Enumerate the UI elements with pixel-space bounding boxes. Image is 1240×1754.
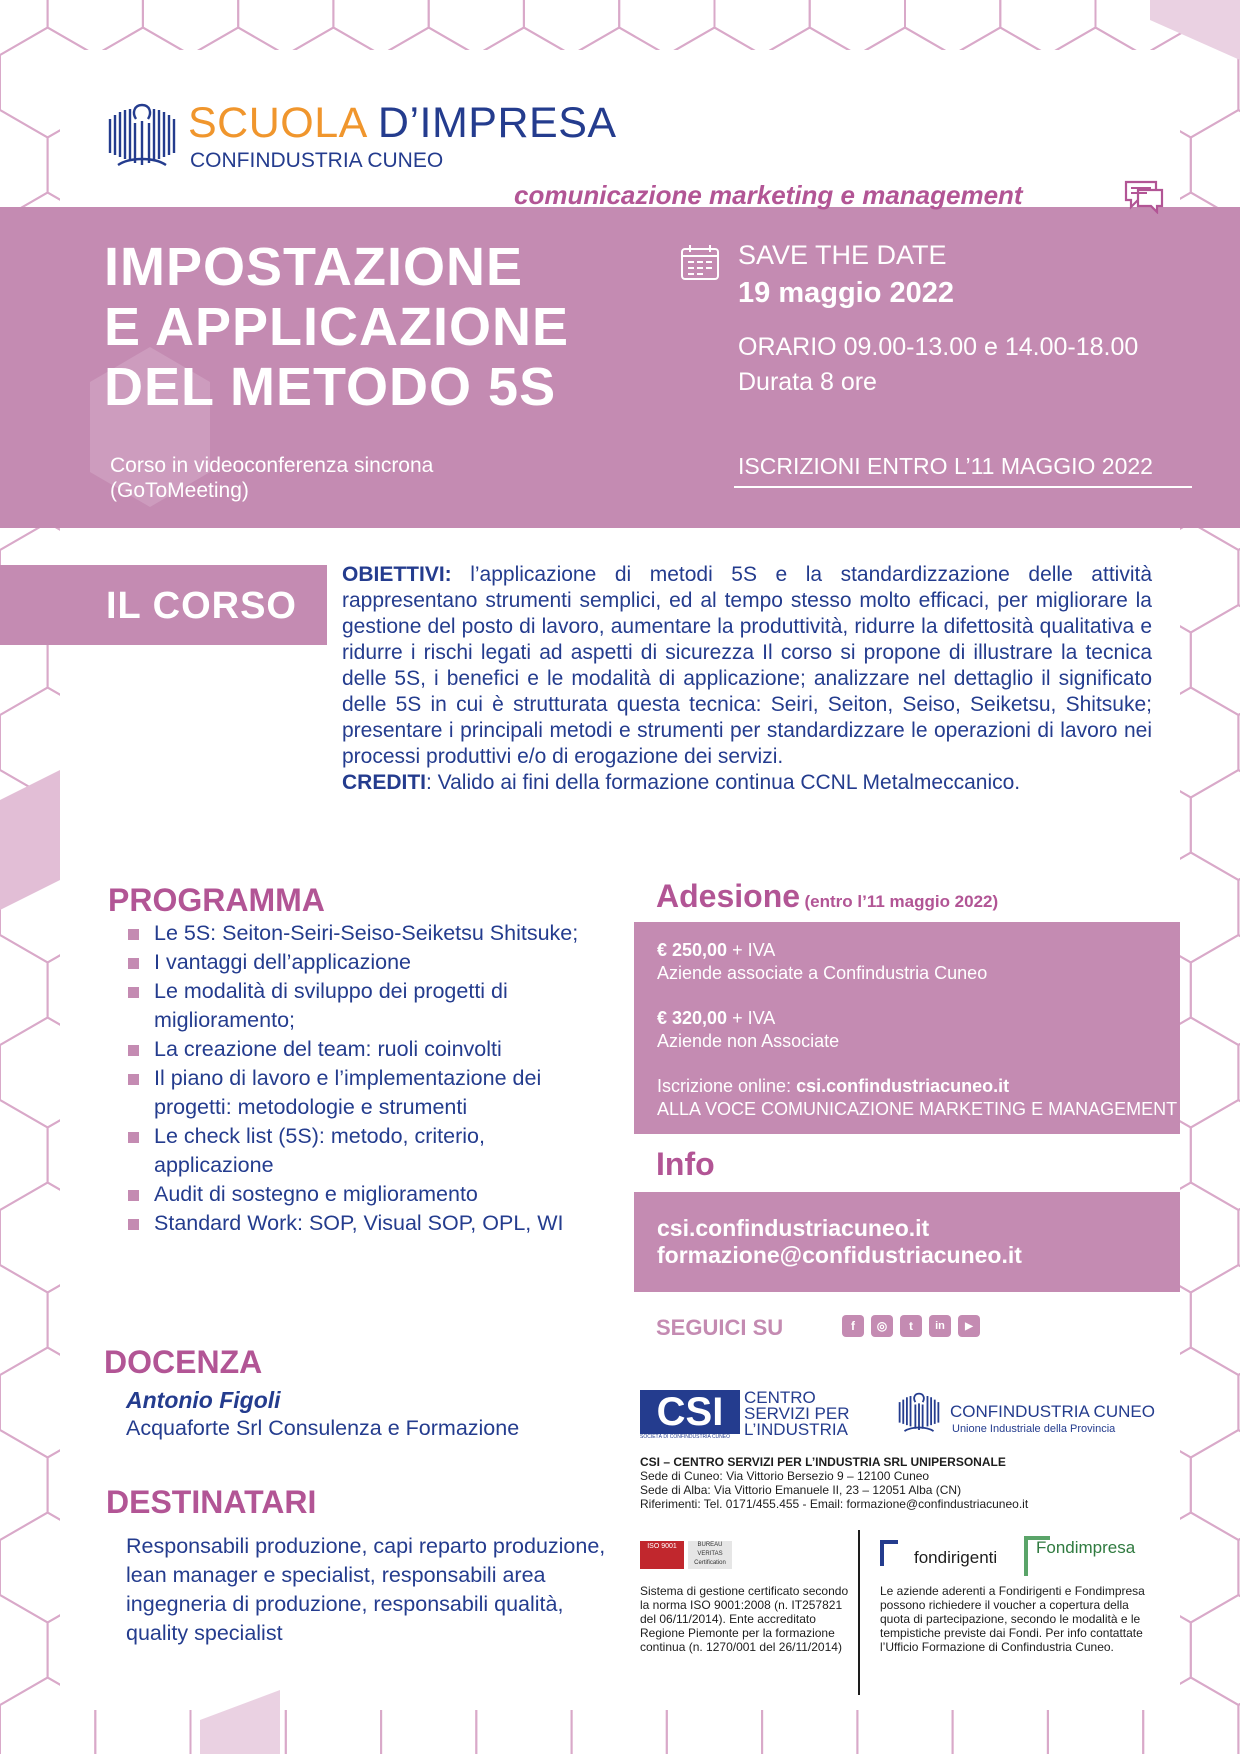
- price-non-associate: € 320,00: [657, 1008, 728, 1028]
- iva-non-associate: + IVA: [727, 1008, 776, 1028]
- destinatari-heading: DESTINATARI: [106, 1484, 317, 1520]
- certification-text: Sistema di gestione certificato secondo la norma ISO 9001:2008 (n. IT257821 del 06/11/2014). Ente accreditato Regione Piemonte per la formazione continua (n. 1270/001 del 26/11/2014): [640, 1584, 849, 1654]
- hexagon-cell: [524, 0, 619, 55]
- docente-name: Antonio Figoli: [126, 1387, 281, 1413]
- info-site-link[interactable]: csi.confindustriacuneo.it: [657, 1215, 930, 1241]
- orario-label: ORARIO: [738, 333, 837, 361]
- hexagon-cell: [1191, 935, 1240, 1045]
- orario-value: 09.00-13.00 e 14.00-18.00: [843, 333, 1139, 361]
- linkedin-icon[interactable]: in: [929, 1315, 951, 1337]
- social-icons: [842, 1315, 987, 1337]
- course-title-line-1: IMPOSTAZIONE: [104, 237, 524, 297]
- hexagon-cell: [0, 1100, 48, 1210]
- il-corso-label: IL CORSO: [106, 585, 297, 627]
- footer-sede-alba: Sede di Alba: Via Vittorio Emanuele II, 23 – 12051 Alba (CN): [640, 1483, 962, 1497]
- course-title-line-3: DEL METODO 5S: [104, 357, 557, 417]
- category-strapline: comunicazione marketing e management: [514, 180, 1023, 210]
- programma-item: Audit di sostegno e miglioramento: [128, 1180, 598, 1209]
- hexagon-cell: [0, 1595, 48, 1705]
- hexagon-cell: [1191, 1595, 1240, 1705]
- csi-logo: [640, 1390, 850, 1440]
- hexagon-cell: [0, 1265, 48, 1375]
- adesione-box: [634, 922, 1180, 1134]
- programma-item: Le check list (5S): metodo, criterio, applicazione: [128, 1122, 598, 1180]
- durata: Durata 8 ore: [738, 368, 877, 396]
- programma-item: Standard Work: SOP, Visual SOP, OPL, WI: [128, 1209, 598, 1238]
- destinatari-text: Responsabili produzione, capi reparto produzione, lean manager e specialist, responsabili area ingegneria di produzione, responsabili qualità, quality specialist: [126, 1534, 606, 1645]
- price-associate: € 250,00: [657, 940, 728, 960]
- hexagon-cell: [715, 0, 810, 55]
- footer-company: CSI – CENTRO SERVIZI PER L’INDUSTRIA SRL UNIPERSONALE: [640, 1455, 1006, 1469]
- adesione-heading: Adesione: [656, 878, 801, 914]
- hexagon-cell: [1000, 0, 1095, 55]
- iscrizioni-underline: [734, 486, 1192, 488]
- programma-item: Le 5S: Seiton-Seiri-Seiso-Seiketsu Shitsuke;: [128, 919, 598, 948]
- hexagon-cell: [0, 1430, 48, 1540]
- seguici-label: SEGUICI SU: [656, 1315, 784, 1340]
- footer-divider: [858, 1530, 860, 1695]
- csi-name-line-1: CENTRO: [744, 1388, 816, 1407]
- fondi-text: Le aziende aderenti a Fondirigenti e Fondimpresa possono richiedere il voucher a copertura della quota di partecipazione, secondo le modalità e le tempistiche previste dai Fondi. Per info contattate l’Ufficio Formazione di Confindustria Cuneo.: [880, 1584, 1145, 1654]
- footer-sede-cuneo: Sede di Cuneo: Via Vittorio Bersezio 9 – 12100 Cuneo: [640, 1469, 930, 1483]
- hexagon-cell: [0, 935, 48, 1045]
- hexagon-cell: [1191, 1100, 1240, 1210]
- hexagon-cell: [333, 0, 428, 55]
- confindustria-subtitle: Unione Industriale della Provincia: [952, 1423, 1116, 1435]
- info-heading: Info: [656, 1146, 715, 1182]
- facebook-icon[interactable]: f: [842, 1315, 864, 1337]
- hexagon-cell: [1191, 605, 1240, 715]
- iva-associate: + IVA: [727, 940, 776, 960]
- crediti-label: CREDITI: [342, 771, 426, 794]
- online-registration-link[interactable]: csi.confindustriacuneo.it: [796, 1076, 1010, 1096]
- hexagon-cell: [1191, 110, 1240, 220]
- hexagon-cell: [143, 0, 238, 55]
- twitter-icon[interactable]: t: [900, 1315, 922, 1337]
- programma-list: [128, 919, 598, 1238]
- hexagon-cell: [619, 0, 714, 55]
- programma-item: La creazione del team: ruoli coinvolti: [128, 1035, 598, 1064]
- hexagon-cell: [1191, 1430, 1240, 1540]
- hexagon-cell: [1191, 1265, 1240, 1375]
- hexagon-cell: [238, 0, 333, 55]
- eagle-logo-icon: [104, 99, 180, 175]
- csi-name-line-2: SERVIZI PER: [744, 1404, 850, 1423]
- csi-name-line-3: L’INDUSTRIA: [744, 1420, 848, 1439]
- crediti-text: : Valido ai fini della formazione continua CCNL Metalmeccanico.: [426, 771, 1021, 794]
- calendar-icon: [680, 243, 720, 281]
- confindustria-name: CONFINDUSTRIA CUNEO: [950, 1402, 1155, 1421]
- fondimpresa-name: Fondimpresa: [1036, 1538, 1136, 1557]
- course-title-line-2: E APPLICAZIONE: [104, 297, 570, 357]
- course-platform: (GoToMeeting): [110, 479, 249, 502]
- price-associate-desc: Aziende associate a Confindustria Cuneo: [657, 963, 988, 983]
- save-the-date-label: SAVE THE DATE: [738, 240, 947, 270]
- chat-bubble-icon: [1122, 178, 1166, 214]
- course-mode: Corso in videoconferenza sincrona: [110, 454, 434, 477]
- obiettivi-text: l’applicazione di metodi 5S e la standardizzazione delle attività rappresentano strumenti semplici, ed al tempo stesso molto efficaci, per migliorare la gestione del posto di lavoro, aumentare la produttività, ridurre la difettosità qualitativa e ridurre i rischi legati ad aspetti di sicurezza Il corso si propone di illustrare la tecnica delle 5S, i benefici e le modalità di applicazione; analizzare nel dettaglio il significato delle 5S in cui è strutturata questa tecnica: Seiri, Seiton, Seiso, Seiketsu, Shitsuke; presentare i principali metodi e strumenti per standardizzare le operazioni di lavoro nei processi produttivi e/o di erogazione dei servizi.: [342, 563, 1152, 768]
- instagram-icon[interactable]: ◎: [871, 1315, 893, 1337]
- fondirigenti-mark-icon: [880, 1540, 898, 1566]
- price-non-associate-desc: Aziende non Associate: [657, 1031, 840, 1051]
- hexagon-cell: [48, 0, 143, 55]
- docente-company: Acquaforte Srl Consulenza e Formazione: [126, 1416, 520, 1440]
- hexagon-cell: [905, 0, 1000, 55]
- course-description: [342, 562, 1152, 796]
- hexagon-cell: [429, 0, 524, 55]
- csi-tiny-text: SOCIETÀ DI CONFINDUSTRIA CUNEO: [640, 1434, 731, 1440]
- online-label: Iscrizione online:: [657, 1076, 797, 1096]
- bureau-veritas-badge: BUREAU VERITAS Certification: [688, 1541, 732, 1569]
- online-voce: ALLA VOCE COMUNICAZIONE MARKETING E MANAGEMENT: [657, 1099, 1178, 1119]
- hexagon-cell: [0, 0, 48, 55]
- footer-riferimenti: Riferimenti: Tel. 0171/455.455 - Email: formazione@confindustriacuneo.it: [640, 1497, 1029, 1511]
- event-date: 19 maggio 2022: [738, 277, 954, 309]
- hexagon-cell: [810, 0, 905, 55]
- brand-impresa: D’IMPRESA: [377, 99, 617, 147]
- confindustria-cuneo-logo: [896, 1390, 1166, 1440]
- csi-mark: CSI: [640, 1390, 740, 1434]
- eagle-logo-icon: [896, 1390, 942, 1436]
- docenza-heading: DOCENZA: [104, 1344, 263, 1380]
- obiettivi-label: OBIETTIVI:: [342, 563, 452, 586]
- programma-item: Le modalità di sviluppo dei progetti di miglioramento;: [128, 977, 598, 1035]
- il-corso-tab: [0, 565, 327, 645]
- certification-badges: [640, 1541, 732, 1571]
- info-email-link[interactable]: formazione@confidustriacuneo.it: [657, 1242, 1022, 1268]
- youtube-icon[interactable]: ▶: [958, 1315, 980, 1337]
- iso-badge: ISO 9001: [640, 1541, 684, 1569]
- brand-subtitle: CONFINDUSTRIA CUNEO: [190, 149, 444, 172]
- programma-heading: PROGRAMMA: [108, 882, 325, 918]
- hexagon-cell: [0, 110, 48, 220]
- programma-item: I vantaggi dell’applicazione: [128, 948, 598, 977]
- programma-item: Il piano di lavoro e l’implementazione dei progetti: metodologie e strumenti: [128, 1064, 598, 1122]
- adesione-deadline-note: (entro l’11 maggio 2022): [804, 892, 999, 911]
- header-banner: [0, 207, 1240, 528]
- hexagon-cell: [1191, 770, 1240, 880]
- iscrizioni-deadline: ISCRIZIONI ENTRO L’11 MAGGIO 2022: [738, 453, 1153, 479]
- brand-scuola: SCUOLA: [188, 99, 366, 147]
- fondirigenti-name: fondirigenti: [914, 1548, 998, 1567]
- info-box: [634, 1192, 1180, 1292]
